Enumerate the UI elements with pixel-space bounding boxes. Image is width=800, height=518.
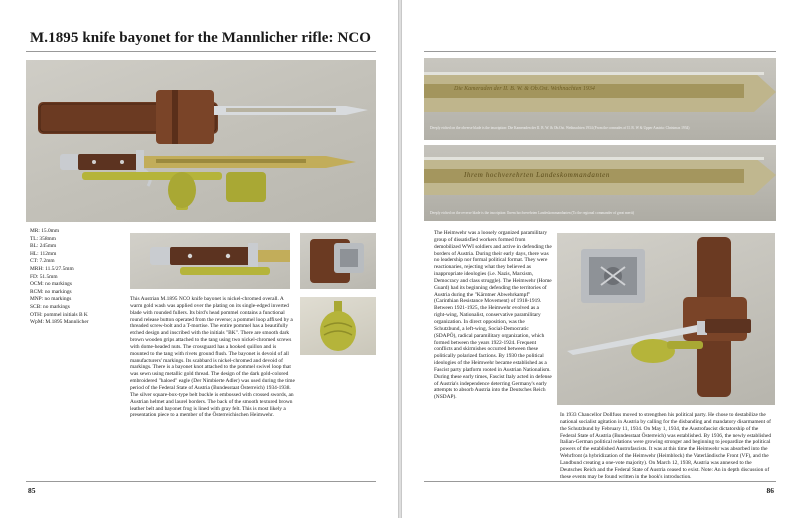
- hilt-illustration: [130, 233, 290, 289]
- spec-item: HL: 112mm: [30, 250, 57, 257]
- spec-item: MR: 15.0mm: [30, 228, 60, 234]
- spec-item: CT: 7.2mm: [30, 258, 55, 265]
- spec-item: WpM: M.1895 Mannlicher: [30, 319, 89, 326]
- main-bayonet-photo: [26, 60, 376, 222]
- history-text: The Heimwehr was a loosely organized paramilitary group of dissatisfied workers formed from demobilized WWI soldiers and active in defending the borders of Austria. During their early days, there was no leadership nor formal political format. They were reactionaries, rejecting what they believed as inappropriate ideologies (i.e. Nazis, Marxism, Democracy and class struggle). The Heimwehr (Home Guard) had its beginning defending the territories of Austria during the "Kärntner Abwehrkampf" (Carinthian Resistance Movement) of 1918-1919. Between 1921-1925, the Heimwehr evolved as a right-wing, Nationalist, conservative paramilitary organization. In direct opposition, was the Schutzbund, a left-wing, Social-Democratic (SDAPÖ), radical paramilitary organization, which formed between the years 1922-1924. Frequent conflicts and skirmishes occurred between these politically polarized factions. By 1930 the political ideologies of the Heimwehr became established as a Fascist party platform rooted in Austrian Nationalism. During these early times, Fascist Italy acted in defense of Austria's independence deterring Germany's early attempts to absorb Austria into the Deutsches Reich (NSDAP).: [434, 230, 552, 401]
- blade-inscription: Ihrem hochverehrten Landeskommandanten: [464, 171, 610, 179]
- photo-caption: Deeply etched on the obverse blade is the inscription: Die Kameraden der II. B. W. & Ob.Ost. Weihnachten 1934 (From the comrades of II. B. W & Upper Austria: Christmas 1934): [430, 126, 690, 130]
- spec-item: FD: 51.5mm: [30, 273, 58, 280]
- footer-rule: [424, 481, 776, 482]
- hilt-detail-photo: [130, 233, 290, 289]
- bayonet-illustration: [26, 60, 376, 222]
- spec-item: MNP: no markings: [30, 296, 72, 303]
- footer-rule: [26, 481, 376, 482]
- spec-item: MRH: 11.5/27.5mm: [30, 265, 74, 272]
- spec-item: OTH: pommel initials B K: [30, 311, 88, 318]
- left-page: [0, 0, 398, 518]
- page-title: M.1895 knife bayonet for the Mannlicher rifle: NCO: [30, 30, 372, 46]
- page-number: 86: [766, 486, 774, 495]
- obverse-blade-photo: [424, 58, 776, 140]
- description-text: This Austrian M.1895 NCO knife bayonet is nickel-chromed overall. A warm gold wash was applied over the plating on its single-edged inverted blade with rounded fullers. Its bird's head pommel contains a functional round release button operated from the reverse; a pommel loop affixed by a threaded screw-bolt and a T-mortise. The entire pommel has a beautifully etched design and inscribed with the initials "BK". There are smooth dark brown wooden grips attached to the tang using two nickel-chromed screws with dome-headed nuts. The crossguard has a hooked quillon and is mounted to the tang with rivets ground flush. The bayonet is devoid of all manufacturers' markings. Its scabbard is nickel-chromed and devoid of markings. There is a bayonet knot attached to the pommel swivel loop that was sewn using metallic gold thread. The design of the dark gold-colored embroidered "haloed" eagle (Der Nimbierte Adler) was used during the time period of the Federal State of Austria (Bundesstaat Österreich) 1934-1938. The silver square-box-type belt buckle is embossed with crossed swords, an Austrian helmet and laurel borders. The back of the smooth textured brown leather belt and bayonet frog is lined with gray felt. This is most likely a presentation piece to a member of the Österreichischen Heimwehr.: [130, 296, 295, 419]
- photo-caption: Deeply etched on the reverse blade is the inscription: Ihrem hochverehrten Landeskommandanten (To the regional commander of great merit): [430, 211, 634, 215]
- frog-illustration: [300, 233, 376, 289]
- belt-frog-illustration: [557, 233, 775, 405]
- title-rule: [424, 51, 776, 52]
- right-page: [402, 0, 800, 518]
- spec-item: SCB: no markings: [30, 303, 70, 310]
- blade-inscription: Die Kameraden der II. B. W. & Ob.Ost. Weihnachten 1934: [454, 86, 595, 92]
- knot-detail-photo: [300, 297, 376, 355]
- reverse-blade-photo: [424, 145, 776, 221]
- title-rule: [26, 51, 376, 52]
- spec-item: BL: 245mm: [30, 243, 57, 250]
- spec-list: [30, 228, 126, 327]
- belt-frog-photo: [557, 233, 775, 405]
- spec-item: TL: 358mm: [30, 235, 56, 242]
- obverse-blade-illustration: [424, 58, 776, 126]
- page-number: 85: [28, 486, 36, 495]
- knot-illustration: [300, 297, 376, 355]
- frog-detail-photo: [300, 233, 376, 289]
- spec-item: RCM: no markings: [30, 288, 72, 295]
- spec-item: OCM: no markings: [30, 281, 72, 288]
- history-text-continued: In 1933 Chancellor Dollfuss moved to strengthen his political party. He chose to destabilize the national socialist agitation in Austria by calling for the disbanding and mandatory disarmament of the Schutzbund by February 11, 1934. On May 1, 1934, the Austrofascist dictatorship of the Federal State of Austria (Bundesstaat Österreich) was established. By 1936, the newly established Italian-German political relations were growing stronger and beginning to jeopardize the political powers of the established Austrofascists. It was at this time the Heimwehr was absorbed into the Wehrfront (a hybridization of the Heimwehr (Heimblock) the Vaterländische Front (VF), and the Landbund creating a one-vote majority). On March 12, 1938, Austria was annexed to the Deutsches Reich and the Federal State of Austria ceased to exist. Note: An in depth discussion of these events may be found written in the book's introduction.: [560, 412, 772, 480]
